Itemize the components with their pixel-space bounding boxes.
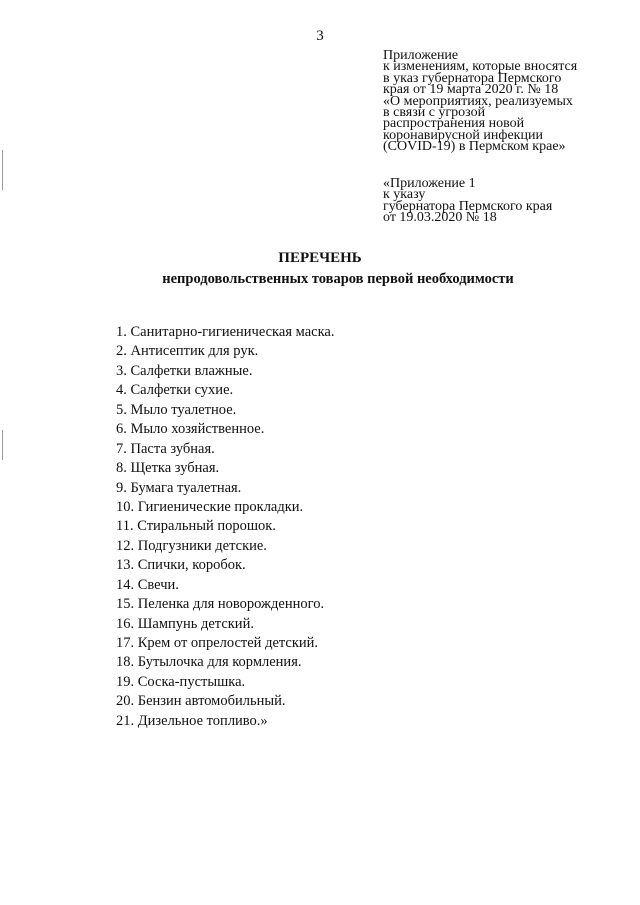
appendix-header-line: «О мероприятиях, реализуемых: [383, 93, 573, 109]
list-item: 16. Шампунь детский.: [116, 615, 254, 632]
list-item: 7. Паста зубная.: [116, 440, 215, 457]
list-item: 11. Стиральный порошок.: [116, 518, 276, 535]
list-item: 17. Крем от опрелостей детский.: [116, 635, 319, 651]
appendix-reference-line: «Приложение 1: [383, 176, 476, 191]
list-item: 10. Гигиенические прокладки.: [116, 498, 304, 515]
list-item: 9. Бумага туалетная.: [116, 479, 242, 496]
list-item: 19. Соска-пустышка.: [116, 673, 246, 690]
list-item: 20. Бензин автомобильный.: [116, 693, 286, 710]
appendix-reference-line: к указу: [383, 187, 426, 203]
list-item: 15. Пеленка для новорожденного.: [116, 596, 325, 613]
page-number: 3: [316, 28, 324, 44]
appendix-header-line: в связи с угрозой: [383, 105, 486, 121]
appendix-reference-line: от 19.03.2020 № 18: [383, 210, 497, 226]
appendix-header-line: к изменениям, которые вносятся: [383, 59, 578, 75]
list-item: 14. Свечи.: [116, 576, 179, 593]
list-item: 13. Спички, коробок.: [116, 557, 246, 574]
list-item: 3. Салфетки влажные.: [116, 362, 253, 379]
appendix-reference: [383, 178, 633, 224]
document-title: ПЕРЕЧЕНЬ: [278, 250, 362, 266]
list-item: 4. Салфетки сухие.: [116, 382, 234, 399]
list-item: 18. Бутылочка для кормления.: [116, 654, 302, 671]
list-item: 1. Санитарно-гигиеническая маска.: [116, 324, 335, 340]
list-item: 5. Мыло туалетное.: [116, 401, 237, 418]
scan-edge-mark: [2, 430, 3, 460]
appendix-header-line: (COVID-19) в Пермском крае»: [383, 139, 566, 155]
goods-list: [116, 323, 334, 731]
appendix-header-line: Приложение: [383, 48, 459, 63]
appendix-header-line: в указ губернатора Пермского: [383, 70, 562, 86]
appendix-header-line: коронавирусной инфекции: [383, 127, 543, 143]
appendix-reference-line: губернатора Пермского края: [383, 198, 553, 214]
list-item: 12. Подгузники детские.: [116, 537, 267, 554]
list-item: 6. Мыло хозяйственное.: [116, 421, 265, 438]
appendix-header: [383, 50, 633, 153]
appendix-header-line: распространения новой: [383, 116, 525, 132]
list-item: 8. Щетка зубная.: [116, 460, 220, 477]
list-item: 2. Антисептик для рук.: [116, 343, 259, 360]
scan-edge-mark: [2, 150, 3, 190]
document-subtitle: непродовольственных товаров первой необходимости: [162, 271, 514, 287]
list-item: 21. Дизельное топливо.»: [116, 712, 268, 729]
appendix-header-line: края от 19 марта 2020 г. № 18: [383, 82, 559, 98]
